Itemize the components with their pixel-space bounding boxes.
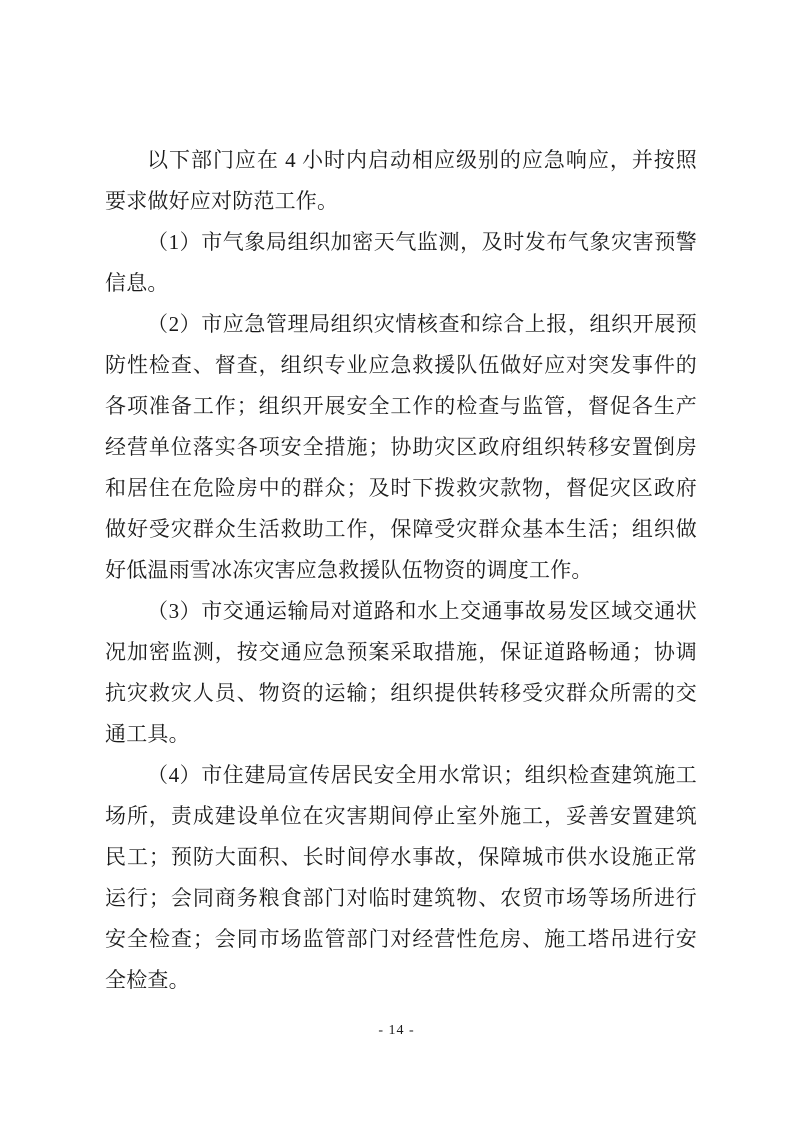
paragraph-item-2: （2）市应急管理局组织灾情核查和综合上报，组织开展预防性检查、督查，组织专业应急救援队伍做好应对突发事件的各项准备工作；组织开展安全工作的检查与监管，督促各生产经营单位落实各项安全措施；协助灾区政府组织转移安置倒房和居住在危险房中的群众；及时下拨救灾款物，督促灾区政府做好受灾群众生活救助工作，保障受灾群众基本生活；组织做好低温雨雪冰冻灾害应急救援队伍物资的调度工作。	[105, 312, 697, 582]
paragraph-item-4: （4）市住建局宣传居民安全用水常识；组织检查建筑施工场所，责成建设单位在灾害期间停止室外施工，妥善安置建筑民工；预防大面积、长时间停水事故，保障城市供水设施正常运行；会同商务粮食部门对临时建筑物、农贸市场等场所进行安全检查；会同市场监管部门对经营性危房、施工塔吊进行安全检查。	[105, 763, 697, 992]
page-footer	[0, 1021, 793, 1039]
paragraph-item-1: （1）市气象局组织加密天气监测，及时发布气象灾害预警信息。	[105, 230, 697, 295]
paragraph-intro: 以下部门应在 4 小时内启动相应级别的应急响应，并按照要求做好应对防范工作。	[105, 148, 697, 213]
page-number: - 14 -	[378, 1023, 415, 1038]
paragraph-item-3: （3）市交通运输局对道路和水上交通事故易发区域交通状况加密监测，按交通应急预案采取措施，保证道路畅通；协调抗灾救灾人员、物资的运输；组织提供转移受灾群众所需的交通工具。	[105, 599, 697, 746]
document-body	[105, 140, 697, 1001]
